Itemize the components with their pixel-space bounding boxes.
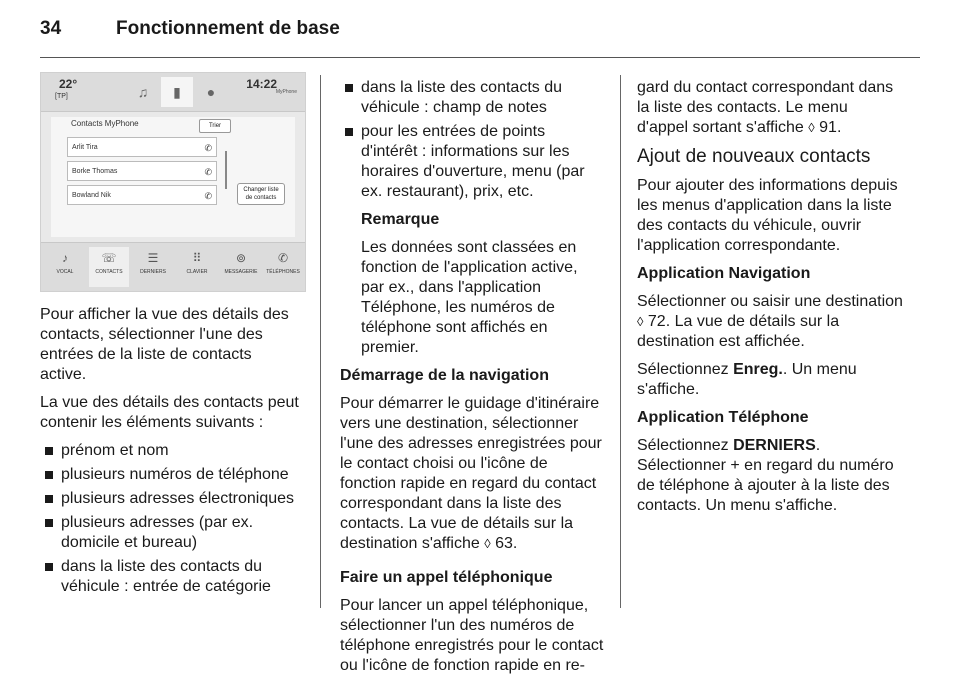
scrollbar <box>223 141 229 213</box>
note-block <box>340 210 604 358</box>
list-item: plusieurs numéros de téléphone <box>40 465 302 485</box>
temperature: 22° <box>59 77 78 91</box>
page-header <box>40 18 340 40</box>
phone-icon: ✆ <box>204 191 212 201</box>
voicemail-icon: ⊚ <box>235 251 247 265</box>
contacts-panel <box>51 117 295 237</box>
phone-name: MyPhone <box>275 89 297 95</box>
paragraph: Sélectionnez DERNIERS. Sélectionner + en regard du numéro de téléphone à ajouter à la liste des contacts. Un menu s'affiche. <box>637 437 894 514</box>
tab-recent: ☰ DERNIERS <box>133 247 173 275</box>
column-1 <box>40 305 302 605</box>
subsection-heading: Application Navigation <box>637 265 811 282</box>
recent-calls-icon: ☰ <box>147 251 159 265</box>
list-item: prénom et nom <box>40 441 302 461</box>
contact-row: Arlit Tira ✆ <box>67 137 217 157</box>
tab-vocal: ♪ VOCAL <box>45 247 85 275</box>
reference-arrow-icon: ◊ <box>808 120 815 135</box>
clock: 14:22 <box>246 77 277 91</box>
column-2 <box>340 78 604 684</box>
list-item: dans la liste des contacts du véhicule : entrée de catégorie <box>40 557 302 597</box>
bluetooth-phone-icon: ✆ <box>277 251 289 265</box>
tp-label: [TP] <box>55 93 68 100</box>
list-item: dans la liste des contacts du véhicule : champ de notes <box>340 78 604 118</box>
section-heading: Ajout de nouveaux contacts <box>637 146 871 167</box>
paragraph: Pour afficher la vue des détails des contacts, sélectionner l'une des entrées de la liste de contacts active. <box>40 306 289 383</box>
reference-arrow-icon: ◊ <box>484 536 491 551</box>
music-icon: ♫ <box>137 84 149 100</box>
phone-icon: ✆ <box>204 143 212 153</box>
bullet-list <box>40 441 302 597</box>
tab-phones: ✆ TÉLÉPHONES <box>263 247 303 275</box>
column-divider <box>620 75 621 608</box>
phone-icon: ✆ <box>204 167 212 177</box>
column-3 <box>637 78 903 524</box>
page-title: Fonctionnement de base <box>116 18 340 39</box>
infotainment-screen-image <box>40 72 306 292</box>
note-title: Remarque <box>361 211 440 228</box>
header-rule <box>40 57 920 58</box>
paragraph: Pour ajouter des informations depuis les menus d'application dans la liste des contacts du véhicule, ouvrir l'application correspondante. <box>637 177 898 254</box>
page-number: 34 <box>40 18 62 39</box>
contact-row: Borke Thomas ✆ <box>67 161 217 181</box>
section-heading: Démarrage de la navigation <box>340 367 549 384</box>
contacts-icon: ☏ <box>101 251 117 265</box>
status-bar <box>41 73 305 112</box>
sort-button: Trier <box>199 119 231 133</box>
paragraph: Sélectionner ou saisir une destination ◊ 72. La vue de détails sur la destination est affichée. <box>637 293 903 350</box>
paragraph: gard du contact correspondant dans la liste des contacts. Le menu d'appel sortant s'affiche ◊ 91. <box>637 79 894 136</box>
tab-keypad: ⠿ CLAVIER <box>177 247 217 275</box>
paragraph: Sélectionnez Enreg.. Un menu s'affiche. <box>637 361 857 398</box>
info-icon: ● <box>206 84 216 100</box>
subsection-heading: Application Téléphone <box>637 409 809 426</box>
voice-icon: ♪ <box>62 251 68 265</box>
list-item: plusieurs adresses (par ex. domicile et bureau) <box>40 513 302 553</box>
change-list-button: Changer liste de contacts <box>237 183 285 205</box>
bottom-tab-bar <box>41 242 305 291</box>
reference-arrow-icon: ◊ <box>637 314 644 329</box>
paragraph: La vue des détails des contacts peut contenir les éléments suivants : <box>40 394 299 431</box>
paragraph: Pour lancer un appel téléphonique, sélectionner l'un des numéros de téléphone enregistrés pour le contact ou l'icône de fonction rapide en re- <box>340 597 604 674</box>
phone-app-icon: ▮ <box>161 77 193 107</box>
column-divider <box>320 75 321 608</box>
section-heading: Faire un appel téléphonique <box>340 569 553 586</box>
contact-row: Bowland Nik ✆ <box>67 185 217 205</box>
keypad-icon: ⠿ <box>192 251 202 265</box>
paragraph: Pour démarrer le guidage d'itinéraire vers une destination, sélectionner l'une des adresses enregistrées pour le contact choisi ou l'icône de fonction rapide en regard du contact correspondant dans la liste des contacts. La vue de détails sur la destination s'affiche ◊ 63. <box>340 395 602 552</box>
note-text: Les données sont classées en fonction de l'application active, par ex., dans l'application Téléphone, les numéros de téléphone sont affichés en premier. <box>361 239 578 356</box>
tab-voicemail: ⊚ MESSAGERIE <box>221 247 261 275</box>
list-item: pour les entrées de points d'intérêt : informations sur les horaires d'ouverture, menu (par ex. restaurant), prix, etc. <box>340 122 604 202</box>
tab-contacts: ☏ CONTACTS <box>89 247 129 287</box>
list-item: plusieurs adresses électroniques <box>40 489 302 509</box>
panel-title: Contacts MyPhone <box>71 119 139 128</box>
bullet-list <box>340 78 604 202</box>
